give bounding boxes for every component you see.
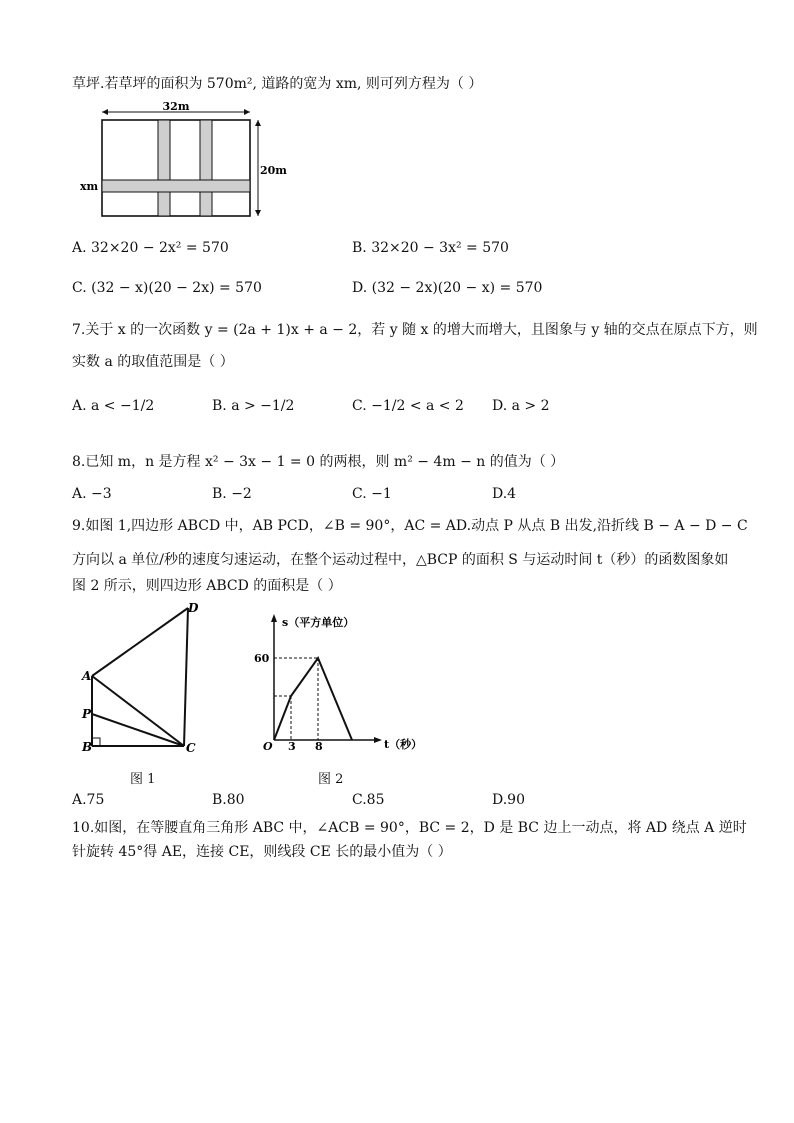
label-d: D xyxy=(188,601,199,615)
q9-option-a[interactable]: A.75 xyxy=(72,792,105,808)
y-tick-60: 60 xyxy=(254,652,270,665)
q8-option-a[interactable]: A. −3 xyxy=(72,486,112,502)
q9-line3: 图 2 所示，则四边形 ABCD 的面积是（ ） xyxy=(72,578,342,594)
x-axis-label: t（秒） xyxy=(384,738,423,751)
label-a: A xyxy=(82,669,92,683)
y-axis-arrow xyxy=(271,614,277,622)
x-tick-8: 8 xyxy=(315,740,323,753)
q8-option-d[interactable]: D.4 xyxy=(492,486,517,502)
right-angle-mark xyxy=(92,738,100,746)
x-axis-arrow xyxy=(374,737,382,743)
height-label: 20m xyxy=(260,164,287,177)
y-axis-label: s（平方单位） xyxy=(282,616,355,629)
q7-option-a[interactable]: A. a < −1/2 xyxy=(72,398,155,414)
segment-pc xyxy=(92,714,184,746)
origin-label: O xyxy=(263,740,273,753)
road-width-label: xm xyxy=(80,180,99,193)
segment-cd xyxy=(184,608,188,746)
width-label: 32m xyxy=(162,100,190,113)
q8-line1: 8.已知 m，n 是方程 x² − 3x − 1 = 0 的两根，则 m² − 4m − n 的值为（ ） xyxy=(72,454,565,470)
q8-option-b[interactable]: B. −2 xyxy=(212,486,252,502)
q9-line1: 9.如图 1,四边形 ABCD 中，AB PCD，∠B = 90°，AC = AD.动点 P 从点 B 出发,沿折线 B − A − D − C xyxy=(72,518,748,534)
q7-option-d[interactable]: D. a > 2 xyxy=(492,398,550,414)
area-time-curve xyxy=(274,658,352,740)
figure-2-caption: 图 2 xyxy=(318,772,344,787)
q7-option-b[interactable]: B. a > −1/2 xyxy=(212,398,295,414)
q6-option-d[interactable]: D. (32 − 2x)(20 − x) = 570 xyxy=(352,280,543,296)
q8-option-c[interactable]: C. −1 xyxy=(352,486,392,502)
q6-option-a[interactable]: A. 32×20 − 2x² = 570 xyxy=(72,240,229,256)
figure-1-caption: 图 1 xyxy=(130,772,156,787)
q9-option-c[interactable]: C.85 xyxy=(352,792,385,808)
q6-option-c[interactable]: C. (32 − x)(20 − 2x) = 570 xyxy=(72,280,262,296)
lawn-road-figure xyxy=(78,100,288,222)
segment-ac xyxy=(92,676,184,746)
q10-line2: 针旋转 45°得 AE，连接 CE，则线段 CE 长的最小值为（ ） xyxy=(72,844,452,860)
q9-option-d[interactable]: D.90 xyxy=(492,792,525,808)
q9-option-b[interactable]: B.80 xyxy=(212,792,245,808)
label-b: B xyxy=(82,740,93,754)
q7-line1: 7.关于 x 的一次函数 y = (2a + 1)x + a − 2，若 y 随 x 的增大而增大，且图象与 y 轴的交点在原点下方，则 xyxy=(72,322,758,338)
q7-option-c[interactable]: C. −1/2 < a < 2 xyxy=(352,398,464,414)
label-p: P xyxy=(82,707,92,721)
figure-1-quadrilateral xyxy=(78,598,208,758)
q6-option-b[interactable]: B. 32×20 − 3x² = 570 xyxy=(352,240,509,256)
q9-line2: 方向以 a 单位/秒的速度匀速运动，在整个运动过程中，△BCP 的面积 S 与运动时间 t（秒）的函数图象如 xyxy=(72,552,729,568)
q6-stem: 草坪.若草坪的面积为 570m², 道路的宽为 xm, 则可列方程为（ ） xyxy=(72,76,483,92)
label-c: C xyxy=(186,741,196,755)
figure-2-graph xyxy=(244,606,424,754)
q10-line1: 10.如图，在等腰直角三角形 ABC 中，∠ACB = 90°，BC = 2，D 是 BC 边上一动点，将 AD 绕点 A 逆时 xyxy=(72,820,747,836)
x-tick-3: 3 xyxy=(288,740,296,753)
segment-ad xyxy=(92,608,188,676)
q7-line2: 实数 a 的取值范围是（ ） xyxy=(72,354,234,370)
